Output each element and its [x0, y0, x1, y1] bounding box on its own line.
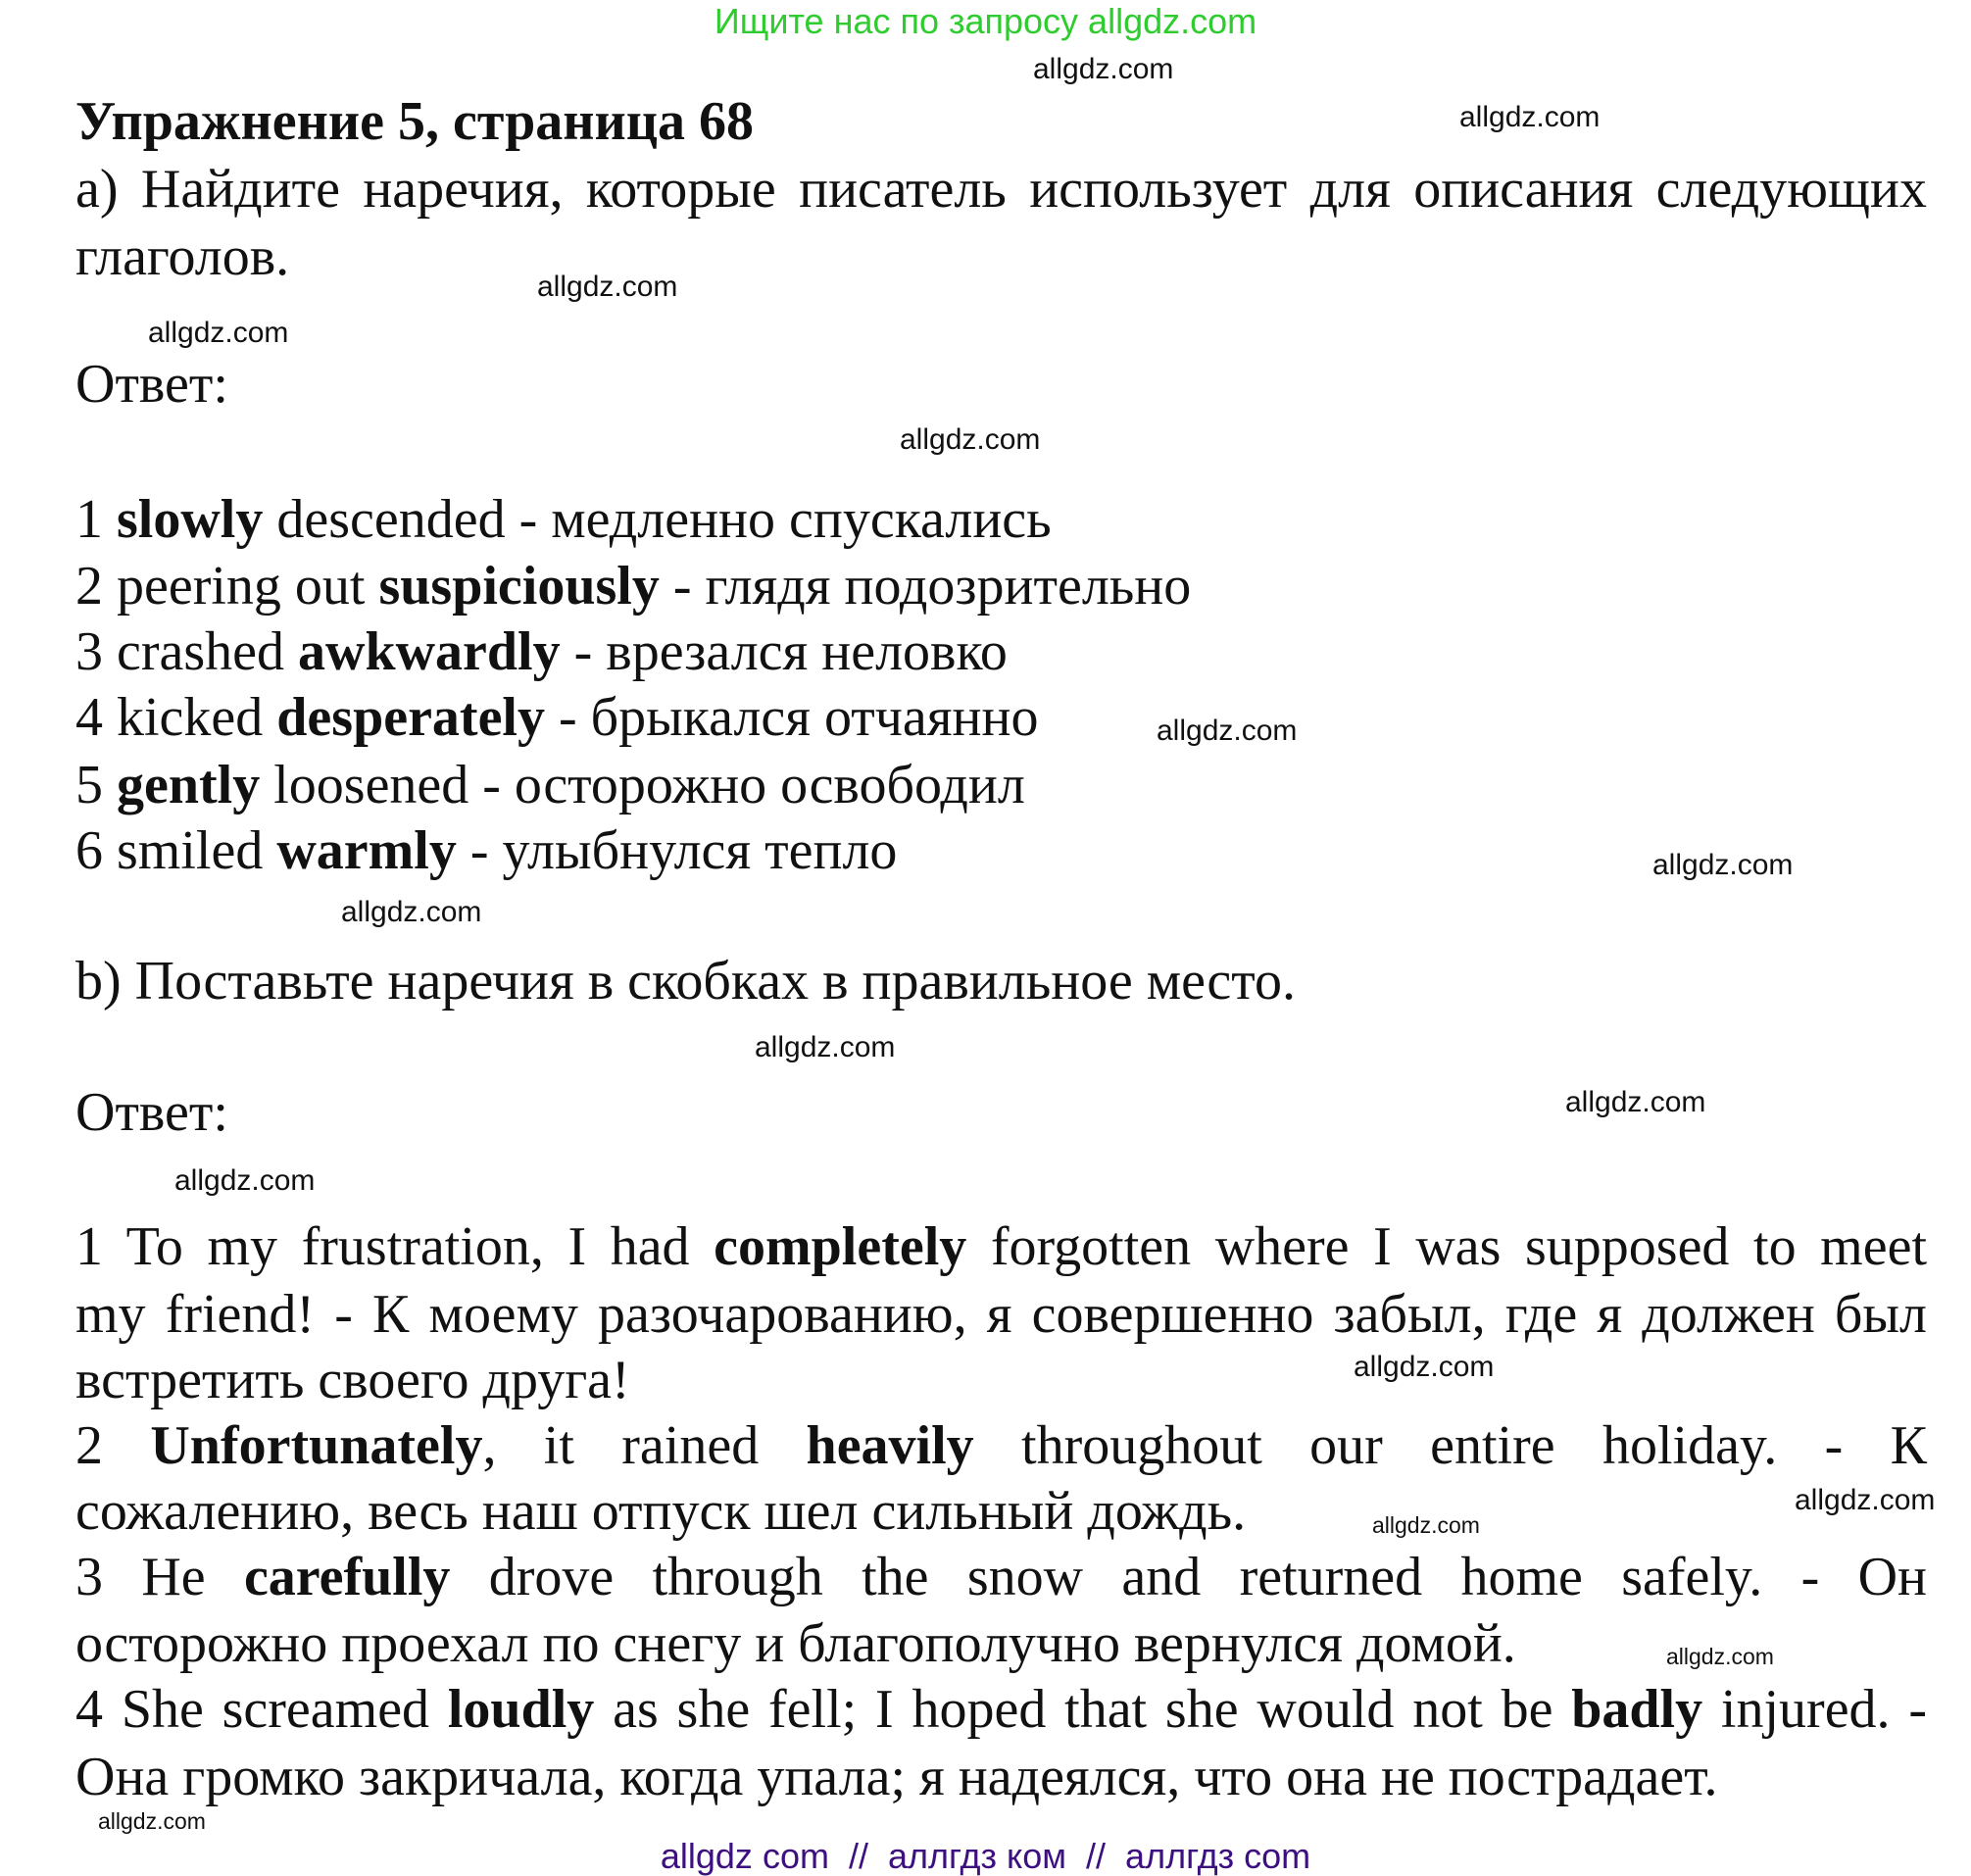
- separator: //: [848, 1836, 868, 1876]
- text-segment: глаголов.: [75, 226, 290, 287]
- text-segment: 1 To my frustration, I had: [75, 1216, 714, 1277]
- text-line: [75, 1611, 1516, 1677]
- text-segment: injured. -: [1702, 1679, 1928, 1740]
- text-line: [75, 1282, 1927, 1348]
- bold-adverb: badly: [1571, 1679, 1703, 1740]
- watermark: allgdz.com: [1795, 1484, 1936, 1516]
- text-segment: 2: [75, 1415, 151, 1476]
- text-segment: my friend! - К моему разочарованию, я совершенно забыл, где я должен был: [75, 1284, 1927, 1345]
- watermark: allgdz.com: [1565, 1086, 1706, 1118]
- bottom-link[interactable]: аллгдз com: [1125, 1836, 1311, 1876]
- text-segment: - брыкался отчаянно: [545, 687, 1039, 748]
- bold-adverb: suspiciously: [378, 556, 660, 617]
- bottom-links: [0, 1836, 1971, 1876]
- text-line: [75, 1545, 1927, 1610]
- bold-adverb: slowly: [117, 489, 264, 550]
- text-segment: throughout our entire holiday. - К: [973, 1415, 1927, 1476]
- text-line: [75, 619, 1008, 685]
- text-line: [75, 554, 1191, 619]
- text-segment: Она громко закричала, когда упала; я надеялся, что она не пострадает.: [75, 1747, 1718, 1807]
- bold-adverb: awkwardly: [298, 621, 561, 682]
- watermark: allgdz.com: [755, 1031, 896, 1063]
- watermark: allgdz.com: [98, 1808, 206, 1834]
- text-segment: 3 crashed: [75, 621, 299, 682]
- text-segment: 1: [75, 489, 117, 550]
- text-segment: осторожно проехал по снегу и благополучно вернулся домой.: [75, 1613, 1516, 1674]
- bold-adverb: desperately: [276, 687, 545, 748]
- text-segment: loosened - осторожно освободил: [260, 755, 1025, 815]
- text-line: [75, 487, 1052, 553]
- task-b: b) Поставьте наречия в скобках в правильное место.: [75, 951, 1297, 1012]
- text-line: [75, 224, 289, 290]
- page-title: Упражнение 5, страница 68: [75, 91, 755, 152]
- watermark: allgdz.com: [1459, 101, 1601, 133]
- bold-adverb: warmly: [276, 820, 457, 881]
- text-segment: 3 He: [75, 1547, 244, 1607]
- text-line: [75, 1677, 1927, 1743]
- text-line: [75, 1745, 1718, 1810]
- text-line: [75, 1413, 1927, 1479]
- watermark: allgdz.com: [341, 896, 482, 928]
- text-segment: drove through the snow and returned home safely. - Он: [450, 1547, 1928, 1607]
- watermark: allgdz.com: [900, 423, 1041, 456]
- text-segment: - улыбнулся тепло: [456, 820, 898, 881]
- text-segment: forgotten where I was supposed to meet: [966, 1216, 1927, 1277]
- separator: //: [1086, 1836, 1107, 1876]
- watermark: allgdz.com: [148, 317, 289, 349]
- watermark: allgdz.com: [1033, 53, 1174, 85]
- text-segment: встретить своего друга!: [75, 1350, 630, 1410]
- text-segment: , it rained: [482, 1415, 807, 1476]
- text-segment: descended - медленно спускались: [263, 489, 1052, 550]
- watermark: allgdz.com: [1157, 715, 1298, 747]
- answer-label-b: Ответ:: [75, 1082, 228, 1143]
- text-segment: 2 peering out: [75, 556, 379, 617]
- text-segment: а) Найдите наречия, которые писатель использует для описания следующих: [75, 159, 1927, 220]
- text-segment: 6 smiled: [75, 820, 277, 881]
- search-banner: Ищите нас по запросу allgdz.com: [714, 1, 1257, 41]
- text-segment: as she fell; I hoped that she would not be: [594, 1679, 1572, 1740]
- watermark: allgdz.com: [174, 1164, 316, 1197]
- watermark: allgdz.com: [1354, 1351, 1495, 1383]
- bold-adverb: completely: [714, 1216, 967, 1277]
- text-segment: 5: [75, 755, 117, 815]
- watermark: allgdz.com: [537, 271, 678, 303]
- bold-adverb: heavily: [806, 1415, 974, 1476]
- text-line: [75, 818, 897, 884]
- text-line: [75, 1214, 1927, 1280]
- text-line: [75, 685, 1038, 751]
- text-segment: - глядя подозрительно: [659, 556, 1192, 617]
- watermark: allgdz.com: [1652, 849, 1794, 881]
- bold-adverb: carefully: [243, 1547, 451, 1607]
- bottom-link[interactable]: allgdz com: [660, 1836, 829, 1876]
- bold-adverb: gently: [117, 755, 261, 815]
- bold-adverb: loudly: [447, 1679, 595, 1740]
- text-segment: 4 She screamed: [75, 1679, 448, 1740]
- watermark: allgdz.com: [1372, 1512, 1480, 1538]
- watermark: allgdz.com: [1666, 1644, 1774, 1669]
- text-line: [75, 1348, 630, 1413]
- text-line: [75, 753, 1025, 818]
- bold-adverb: Unfortunately: [150, 1415, 483, 1476]
- text-segment: 4 kicked: [75, 687, 277, 748]
- text-segment: сожалению, весь наш отпуск шел сильный дождь.: [75, 1481, 1247, 1542]
- text-line: [75, 157, 1927, 222]
- answer-label-a: Ответ:: [75, 354, 228, 415]
- text-line: [75, 1479, 1246, 1545]
- text-segment: - врезался неловко: [560, 621, 1008, 682]
- bottom-link[interactable]: аллгдз ком: [888, 1836, 1066, 1876]
